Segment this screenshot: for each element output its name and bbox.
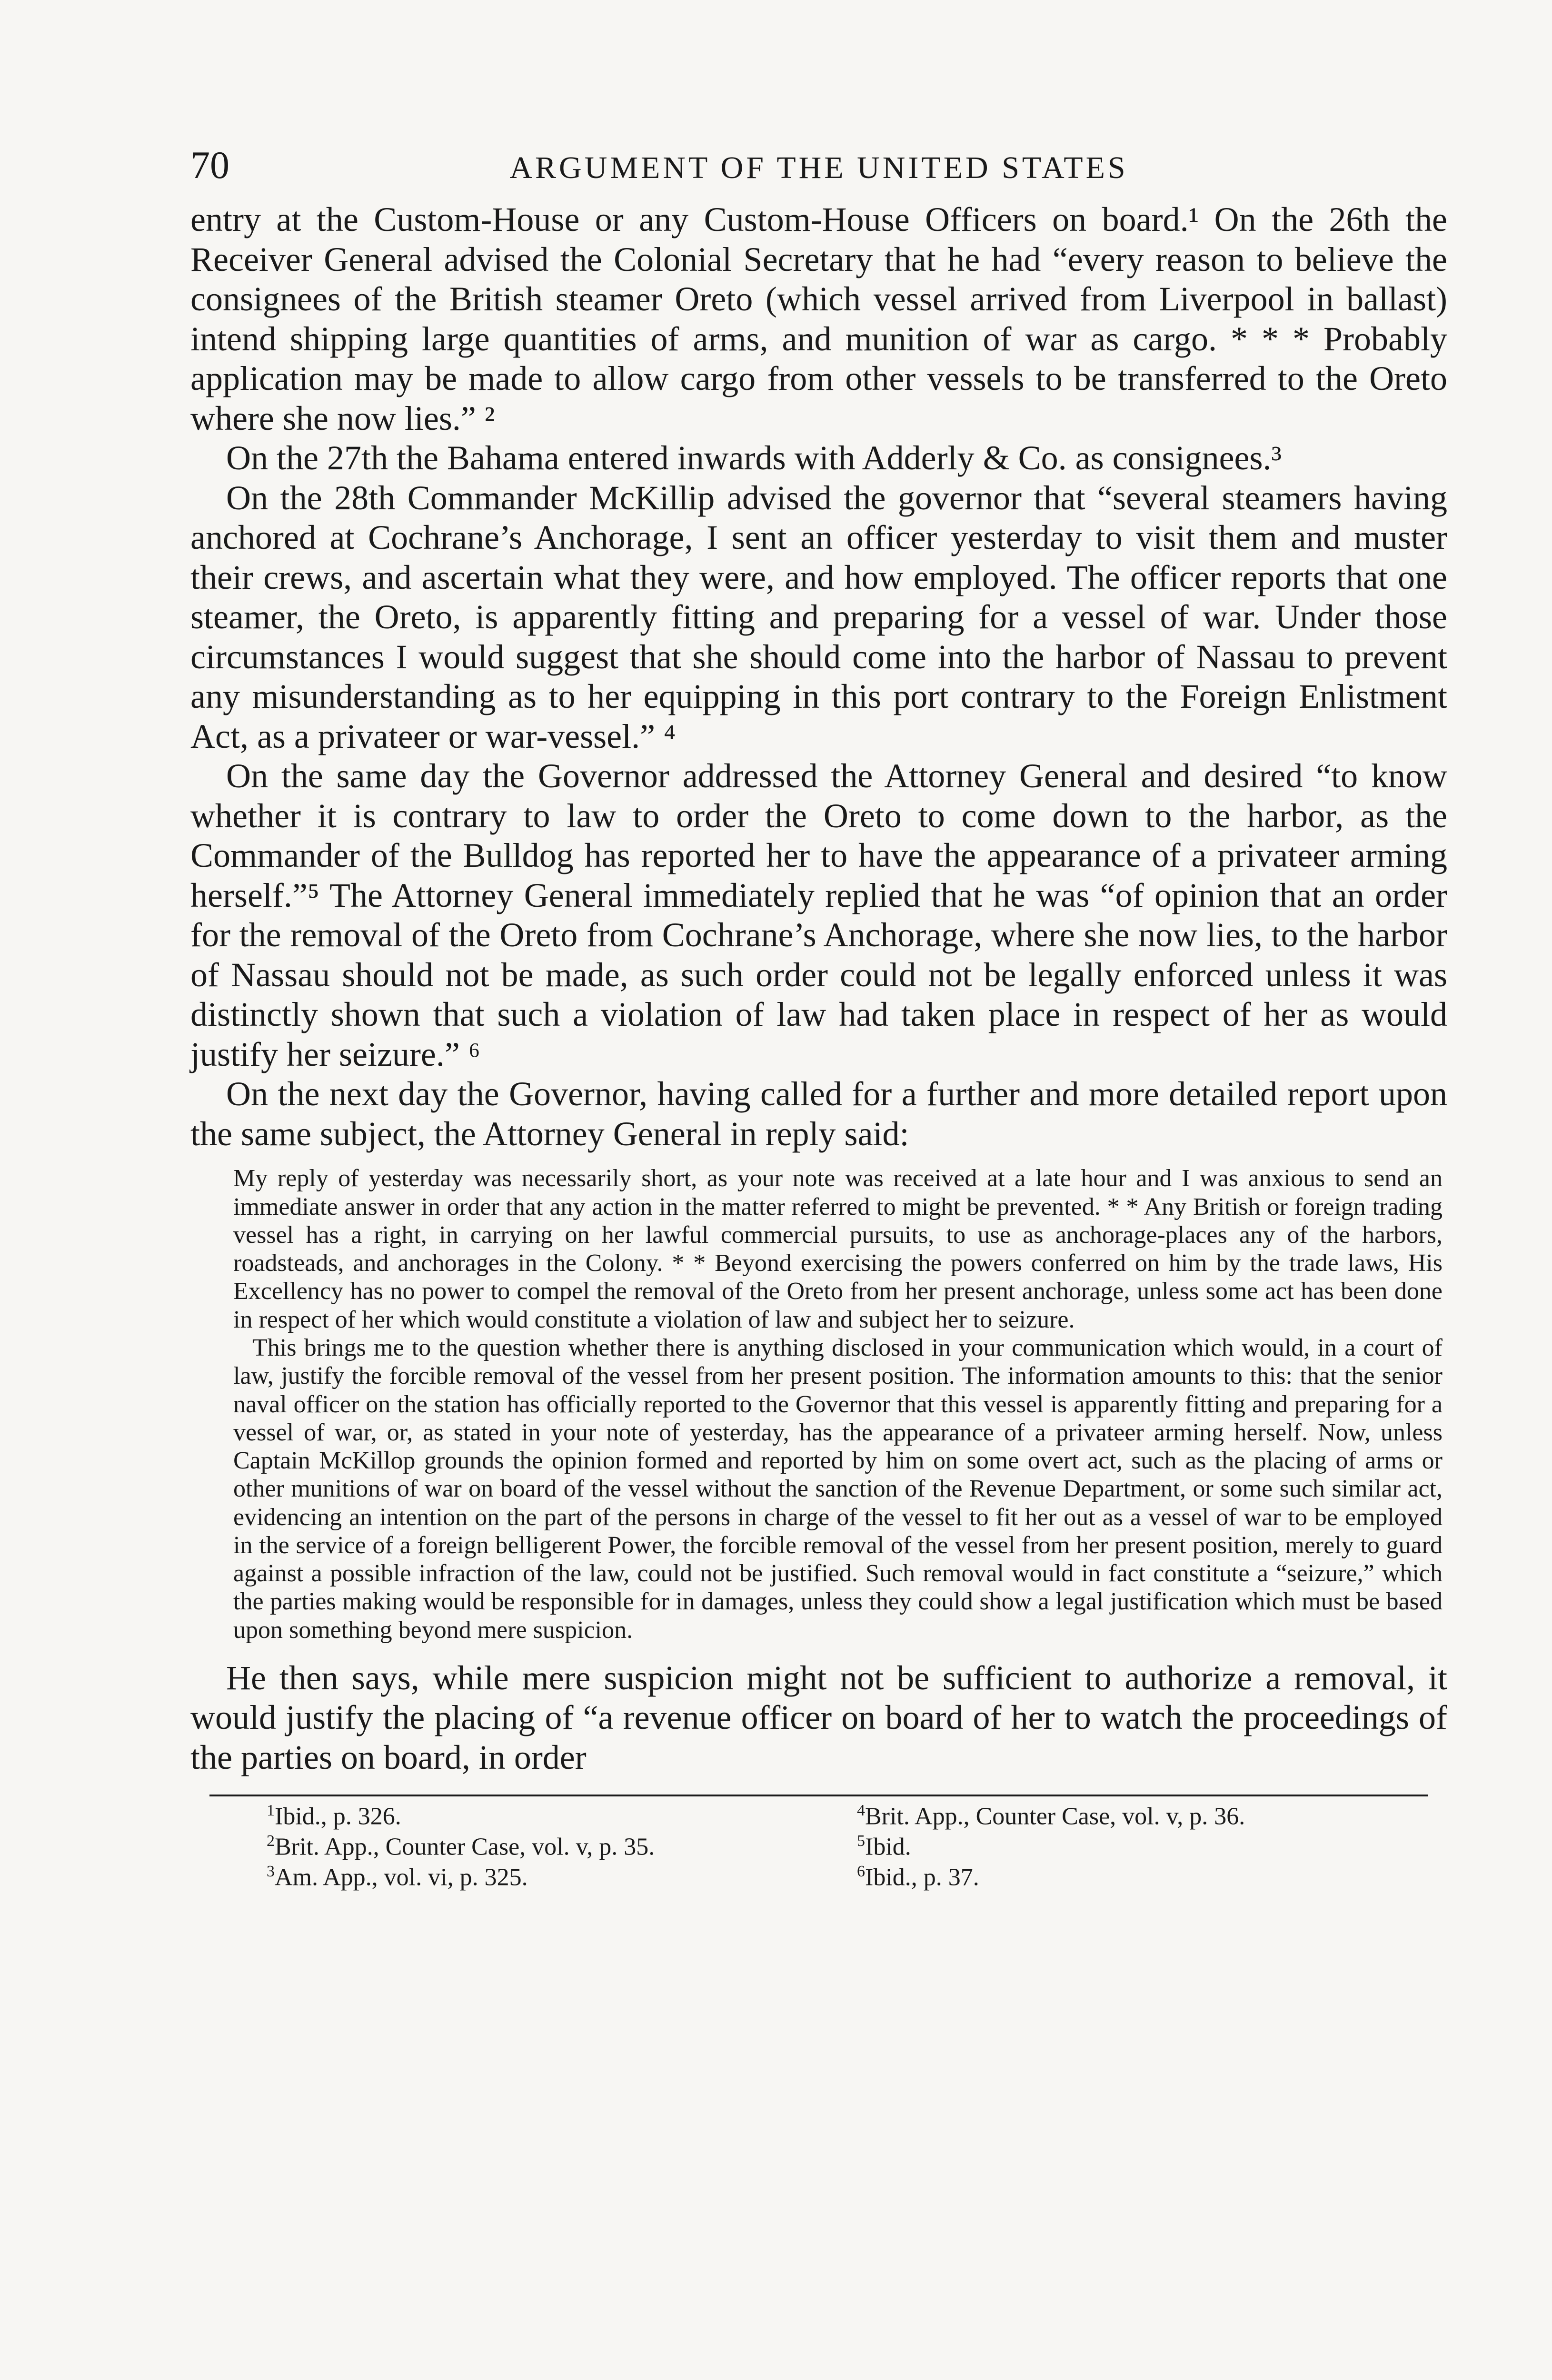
- footnote: [857, 1801, 1447, 1832]
- footnote-column-right: [857, 1801, 1447, 1892]
- block-quote: [190, 1164, 1447, 1644]
- footnote-text: Ibid.: [865, 1833, 911, 1861]
- page-header: [190, 143, 1447, 200]
- footnote-text: Ibid., p. 37.: [865, 1864, 979, 1891]
- footnote-column-left: [267, 1801, 857, 1892]
- footnote-number: 6: [857, 1862, 865, 1880]
- paragraph: entry at the Custom-House or any Custom-House Officers on board.¹ On the 26th the Receiver General advised the Colonial Secretary that he had “every reason to believe the consignees of the British steamer Oreto (which vessel arrived from Liverpool in ballast) intend shipping large quantities of arms, and munition of war as cargo. * * * Probably application may be made to allow cargo from other vessels to be transferred to the Oreto where she now lies.” ²: [190, 200, 1447, 437]
- footnote-text: Ibid., p. 326.: [275, 1803, 401, 1830]
- footnotes: [190, 1801, 1447, 1892]
- running-head: ARGUMENT OF THE UNITED STATES: [509, 150, 1128, 185]
- footnote-text: Am. App., vol. vi, p. 325.: [275, 1864, 528, 1891]
- footnote: [267, 1801, 857, 1832]
- footnote: [267, 1862, 857, 1893]
- footnote-text: Brit. App., Counter Case, vol. v, p. 36.: [865, 1803, 1245, 1830]
- paragraph: He then says, while mere suspicion might not be sufficient to authorize a removal, it would justify the placing of “a revenue officer on board of her to watch the proceedings of the parties on board, in order: [190, 1658, 1447, 1776]
- footnote-number: 4: [857, 1802, 865, 1820]
- footnote-number: 5: [857, 1832, 865, 1850]
- footnote-divider: [209, 1795, 1428, 1796]
- footnote-number: 1: [267, 1802, 275, 1820]
- footnote: [857, 1862, 1447, 1893]
- paragraph: On the next day the Governor, having called for a further and more detailed report upon the same subject, the Attorney General in reply said:: [190, 1075, 1447, 1153]
- footnote-text: Brit. App., Counter Case, vol. v, p. 35.: [275, 1833, 655, 1861]
- quote-paragraph: This brings me to the question whether there is anything disclosed in your communication which would, in a court of law, justify the forcible removal of the vessel from her present position. The information amounts to this: that the senior naval officer on the station has officially reported to the Governor that this vessel is apparently fitting and preparing for a vessel of war, or, as stated in your note of yesterday, has the appearance of a privateer arming herself. Now, unless Captain McKillop grounds the opinion formed and reported by him on some overt act, such as the placing of arms or other munitions of war on board of the vessel without the sanction of the Revenue Department, or some such similar act, evidencing an intention on the part of the persons in charge of the vessel to fit her out as a vessel of war to be employed in the service of a foreign belligerent Power, the forcible removal of the vessel from her present position, merely to guard against a possible infraction of the law, could not be justified. Such removal would in fact constitute a “seizure,” which the parties making would be responsible for in damages, unless they could show a legal justification which must be based upon something beyond mere suspicion.: [233, 1334, 1443, 1644]
- footnote-number: 3: [267, 1862, 275, 1880]
- paragraph: On the same day the Governor addressed the Attorney General and desired “to know whether it is contrary to law to order the Oreto to come down to the harbor, as the Commander of the Bulldog has reported her to have the appearance of a privateer arming herself.”⁵ The Attorney General immediately replied that he was “of opinion that an order for the removal of the Oreto from Cochrane’s Anchorage, where she now lies, to the harbor of Nassau should not be made, as such order could not be legally enforced unless it was distinctly shown that such a violation of law had taken place in respect of her as would justify her seizure.” ⁶: [190, 757, 1447, 1073]
- body-text: [190, 200, 1447, 1154]
- footnote: [267, 1832, 857, 1862]
- quote-paragraph: My reply of yesterday was necessarily short, as your note was received at a late hour and I was anxious to send an immediate answer in order that any action in the matter referred to might be prevented. * * Any British or foreign trading vessel has a right, in carrying on her lawful commercial pursuits, to use as anchorage-places any of the harbors, roadsteads, and anchorages in the Colony. * * Beyond exercising the powers conferred on him by the trade laws, His Excellency has no power to compel the removal of the Oreto from her present anchorage, unless some act has been done in respect of her which would constitute a violation of law and subject her to seizure.: [233, 1165, 1443, 1333]
- footnote-number: 2: [267, 1832, 275, 1850]
- page-number: 70: [190, 143, 229, 187]
- footnote: [857, 1832, 1447, 1862]
- document-page: [190, 143, 1447, 1893]
- paragraph: On the 28th Commander McKillip advised the governor that “several steamers having anchored at Cochrane’s Anchorage, I sent an officer yesterday to visit them and muster their crews, and ascertain what they were, and how employed. The officer reports that one steamer, the Oreto, is apparently fitting and preparing for a vessel of war. Under those circumstances I would suggest that she should come into the harbor of Nassau to prevent any misunderstanding as to her equipping in this port contrary to the Foreign Enlistment Act, as a privateer or war-vessel.” ⁴: [190, 478, 1447, 755]
- paragraph: On the 27th the Bahama entered inwards with Adderly & Co. as consignees.³: [226, 439, 1282, 477]
